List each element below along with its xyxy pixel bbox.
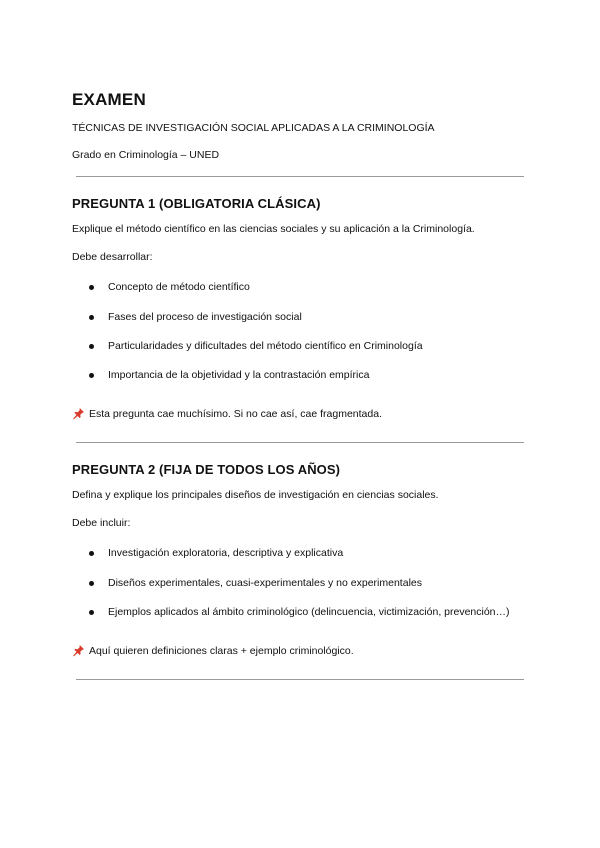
- document-degree: Grado en Criminología – UNED: [72, 149, 220, 161]
- bullet-icon: [89, 285, 94, 290]
- question-2-statement: Defina y explique los principales diseños de investigación en ciencias sociales.: [72, 489, 439, 502]
- list-item-text: Ejemplos aplicados al ámbito criminológico (delincuencia, victimización, prevención…): [108, 605, 510, 618]
- document-title: EXAMEN: [72, 90, 146, 109]
- question-2-bullet-list: [72, 546, 524, 620]
- bullet-icon: [89, 344, 94, 349]
- document-page: [72, 90, 524, 680]
- question-2-intro: Debe incluir:: [72, 516, 131, 529]
- list-item: [72, 605, 524, 620]
- bullet-icon: [89, 551, 94, 556]
- list-item: [72, 339, 524, 354]
- list-item-text: Concepto de método científico: [108, 281, 250, 294]
- list-item-text: Fases del proceso de investigación social: [108, 310, 302, 323]
- list-item: [72, 546, 524, 561]
- list-item-text: Investigación exploratoria, descriptiva y explicativa: [108, 547, 344, 560]
- list-item-text: Diseños experimentales, cuasi-experimentales y no experimentales: [108, 576, 422, 589]
- question-2-heading: PREGUNTA 2 (FIJA DE TODOS LOS AÑOS): [72, 462, 341, 478]
- list-item-text: Particularidades y dificultades del método científico en Criminología: [108, 339, 423, 352]
- document-subject: TÉCNICAS DE INVESTIGACIÓN SOCIAL APLICADAS A LA CRIMINOLOGÍA: [72, 122, 435, 134]
- question-1-note: [72, 407, 524, 420]
- bullet-icon: [89, 373, 94, 378]
- pushpin-icon: [72, 407, 85, 420]
- pushpin-icon: [72, 644, 85, 657]
- question-1-statement: Explique el método científico en las ciencias sociales y su aplicación a la Criminología.: [72, 223, 475, 235]
- section-divider: [76, 679, 524, 680]
- question-1-heading: PREGUNTA 1 (OBLIGATORIA CLÁSICA): [72, 196, 321, 211]
- question-1-note-text: Esta pregunta cae muchísimo. Si no cae así, cae fragmentada.: [89, 407, 382, 420]
- bullet-icon: [89, 610, 94, 615]
- list-item: [72, 368, 524, 383]
- list-item: [72, 576, 524, 591]
- question-2-section: [72, 443, 524, 657]
- bullet-icon: [89, 581, 94, 586]
- list-item: [72, 280, 524, 295]
- question-2-note: [72, 644, 524, 657]
- question-1-bullet-list: [72, 280, 524, 383]
- list-item-text: Importancia de la objetividad y la contrastación empírica: [108, 368, 370, 381]
- question-1-intro: Debe desarrollar:: [72, 250, 153, 263]
- bullet-icon: [89, 315, 94, 320]
- question-2-note-text: Aquí quieren definiciones claras + ejemplo criminológico.: [89, 644, 354, 657]
- question-1-section: [72, 177, 524, 420]
- list-item: [72, 310, 524, 325]
